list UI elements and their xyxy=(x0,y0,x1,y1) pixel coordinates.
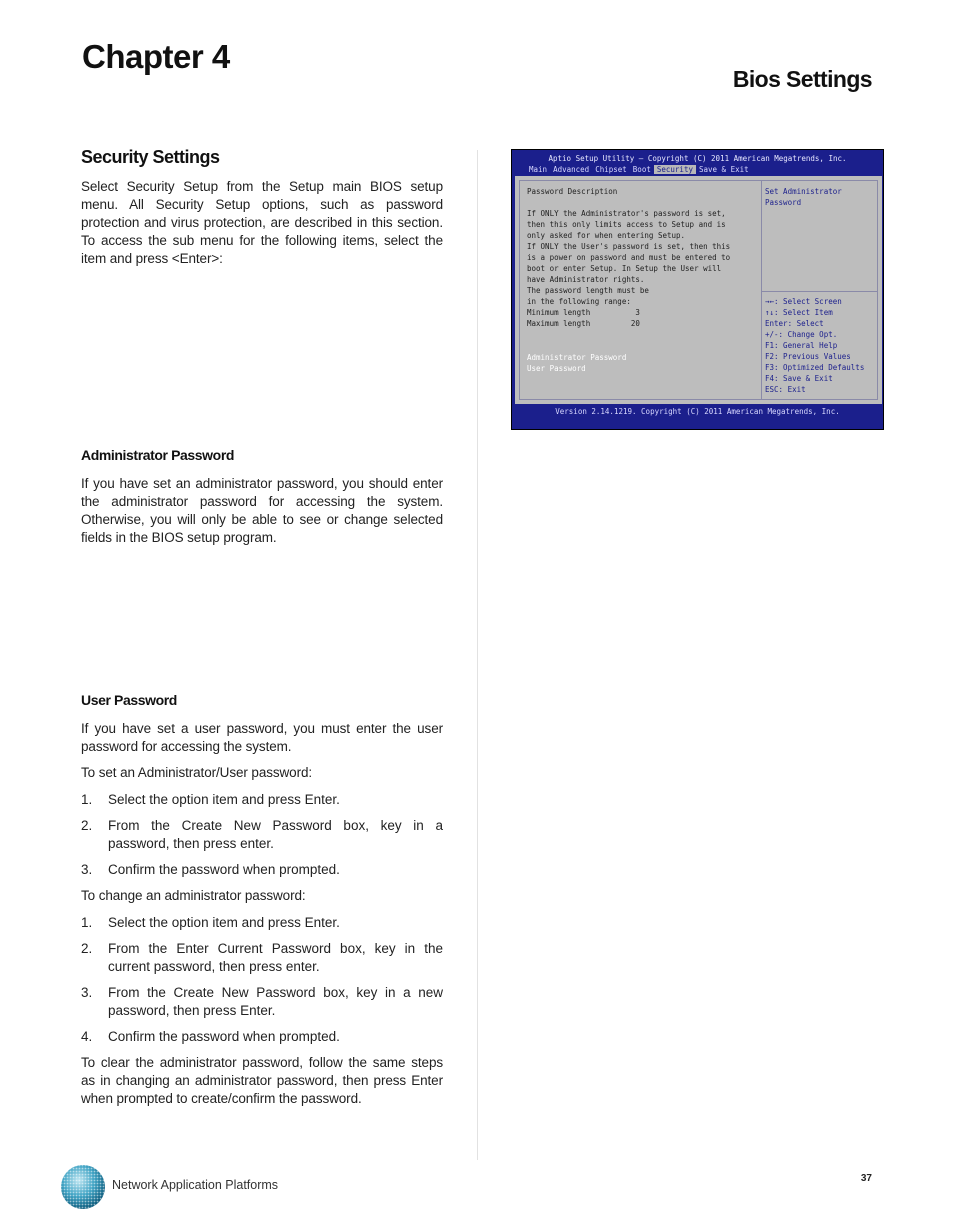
bios-divider-horizontal xyxy=(761,291,878,292)
bios-key-item: ESC: Exit xyxy=(765,385,806,394)
list-item: 3. From the Create New Password box, key in a new password, then press Enter. xyxy=(81,985,443,1018)
security-settings-section xyxy=(81,147,443,268)
list-item: 4. Confirm the password when prompted. xyxy=(81,1029,340,1044)
list-item: 1. Select the option item and press Enter. xyxy=(81,915,340,930)
user-password-section xyxy=(81,692,443,1108)
list-item: 2. From the Create New Password box, key in a password, then press enter. xyxy=(81,818,443,851)
bios-key-item: F2: Previous Values xyxy=(765,352,851,361)
bios-tab-save-exit[interactable]: Save & Exit xyxy=(698,165,749,174)
user-password-heading: User Password xyxy=(81,692,177,708)
change-password-steps xyxy=(81,914,443,1046)
column-divider xyxy=(477,150,478,1160)
administrator-password-section xyxy=(81,447,443,547)
bios-screenshot xyxy=(511,149,884,430)
footer-text: Network Application Platforms xyxy=(112,1178,279,1192)
bios-key-item: F3: Optimized Defaults xyxy=(765,363,865,372)
list-item: 1. Select the option item and press Enter. xyxy=(81,792,340,807)
bios-option-user-password[interactable]: User Password xyxy=(527,364,586,373)
bios-key-item: Enter: Select xyxy=(765,319,824,328)
bios-menu-bar xyxy=(526,165,752,174)
bios-version-footer: Version 2.14.1219. Copyright (C) 2011 American Megatrends, Inc. xyxy=(555,407,840,416)
security-settings-heading: Security Settings xyxy=(81,147,220,167)
bios-tab-advanced[interactable]: Advanced xyxy=(553,165,590,174)
bios-title: Aptio Setup Utility – Copyright (C) 2011 American Megatrends, Inc. xyxy=(548,154,847,163)
bios-key-legend xyxy=(765,296,864,395)
bios-tab-chipset[interactable]: Chipset xyxy=(595,165,627,174)
bios-key-item: F1: General Help xyxy=(765,341,838,350)
company-logo-icon xyxy=(60,1164,106,1215)
security-settings-intro: Select Security Setup from the Setup main BIOS setup menu. All Security Setup options, such as password protection and virus protection, are described in this section. To access the sub menu for the following items, select the item and press <Enter>: xyxy=(81,179,443,266)
bios-help-text: Set Administrator Password xyxy=(765,187,842,207)
bios-tab-boot[interactable]: Boot xyxy=(632,165,651,174)
user-password-text: If you have set a user password, you must enter the user password for accessing the system. xyxy=(81,721,443,754)
section-header: Bios Settings xyxy=(732,66,872,92)
bios-password-description: Password Description If ONLY the Administrator's password is set, then this only limits access to Setup and is only asked for when entering Setup. If ONLY the User's password is set, then this is a power on password and must be entered to boot or enter Setup. In Setup the User will have Administrator rights. The password length must be in the following range: Minimum length 3 Maximum length 20 xyxy=(527,187,731,328)
clear-password-text: To clear the administrator password, follow the same steps as in changing an administrator password, then press Enter when prompted to create/confirm the password. xyxy=(81,1055,443,1106)
change-password-intro: To change an administrator password: xyxy=(81,888,306,903)
list-item: 3. Confirm the password when prompted. xyxy=(81,862,340,877)
bios-key-item: ↑↓: Select Item xyxy=(765,308,833,317)
bios-tab-security[interactable]: Security xyxy=(654,165,696,174)
chapter-title: Chapter 4 xyxy=(82,38,230,75)
bios-key-item: →←: Select Screen xyxy=(765,297,842,306)
bios-key-item: +/-: Change Opt. xyxy=(765,330,838,339)
page-number: 37 xyxy=(860,1173,872,1184)
set-password-intro: To set an Administrator/User password: xyxy=(81,765,313,780)
bios-key-item: F4: Save & Exit xyxy=(765,374,833,383)
bios-divider-vertical xyxy=(761,180,762,400)
administrator-password-text: If you have set an administrator password, you should enter the administrator password for accessing the system. Otherwise, you will only be able to see or change selected fields in the BIOS setup program. xyxy=(81,476,443,545)
set-password-steps xyxy=(81,791,443,879)
administrator-password-heading: Administrator Password xyxy=(81,447,235,463)
bios-tab-main[interactable]: Main xyxy=(529,165,548,174)
bios-option-administrator-password[interactable]: Administrator Password xyxy=(527,353,627,362)
bios-panel xyxy=(515,176,882,404)
list-item: 2. From the Enter Current Password box, key in the current password, then press enter. xyxy=(81,941,443,974)
